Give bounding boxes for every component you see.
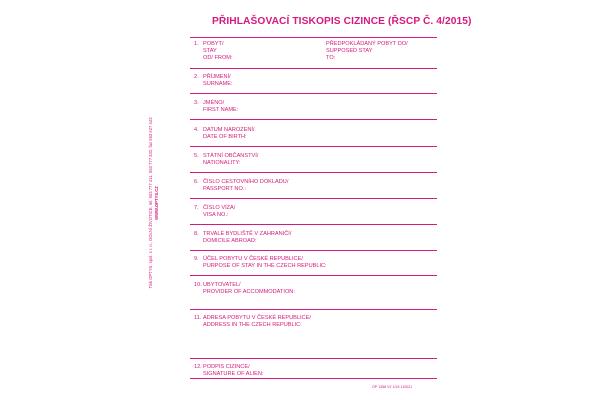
field-label-cz: JMÉNO/ (203, 100, 225, 106)
field-label-en: PURPOSE OF STAY IN THE CZECH REPUBLIC: (203, 263, 327, 269)
field-supposed-stay (326, 41, 408, 62)
printer-website: WWW.OPTYS.CZ (153, 186, 159, 220)
field-address-in-czech-republic (194, 315, 311, 329)
field-domicile-abroad (194, 231, 291, 245)
field-first-name (194, 100, 238, 114)
field-label-en: PASSPORT NO.: (203, 186, 246, 192)
field-label-to: TO: (326, 55, 336, 61)
field-label-cz: PODPIS CIZINCE/ (203, 364, 250, 370)
field-label-en: DATE OF BIRTH: (203, 134, 247, 140)
field-label-cz: ČÍSLO CESTOVNÍHO DOKLADU/ (203, 179, 289, 185)
field-label-cz: ADRESA POBYTU V ČESKÉ REPUBLICE/ (203, 315, 311, 321)
field-number: 6. (194, 179, 199, 185)
field-label-cz: ČÍSLO VÍZA/ (203, 205, 236, 211)
field-purpose-of-stay (194, 256, 327, 270)
field-label-en: VISA NO.: (203, 212, 229, 218)
field-label-cz: POBYT/ (203, 41, 224, 47)
field-label-cz: TRVALÉ BYDLIŠTĚ V ZAHRANIČÍ/ (203, 231, 292, 237)
field-rule (190, 309, 437, 310)
field-date-of-birth (194, 127, 254, 141)
field-label-en: SIGNATURE OF ALIEN: (203, 371, 264, 377)
field-number: 7. (194, 205, 199, 211)
field-label-cz: STÁTNÍ OBČANSTVÍ/ (203, 153, 259, 159)
field-rule (190, 146, 437, 147)
field-number: 10. (194, 282, 202, 288)
field-label-cz: DATUM NAROZENÍ/ (203, 127, 255, 133)
field-number: 9. (194, 256, 199, 262)
field-label-en: SUPPOSED STAY (326, 48, 373, 54)
form-title: PŘIHLAŠOVACÍ TISKOPIS CIZINCE (ŘSCP Č. 4/2015) (212, 16, 472, 27)
field-label-en: PROVIDER OF ACCOMMODATION: (203, 289, 295, 295)
field-label-en: ADDRESS IN THE CZECH REPUBLIC: (203, 322, 302, 328)
field-rule (190, 68, 437, 69)
field-rule (190, 93, 437, 94)
field-rule (190, 119, 437, 120)
field-label-en: STAY (203, 48, 217, 54)
field-label-en: NATIONALITY: (203, 160, 241, 166)
field-surname (194, 74, 233, 88)
field-number: 11. (194, 315, 202, 321)
field-rule (190, 275, 437, 276)
field-label-cz: UBYTOVATEL/ (203, 282, 241, 288)
field-number: 1. (194, 41, 199, 47)
form-code: OP 1358 V2 1/15 110021 (372, 385, 413, 389)
field-number: 5. (194, 153, 199, 159)
field-label-cz: PŘÍJMENÍ/ (203, 74, 231, 80)
field-nationality (194, 153, 258, 167)
field-rule (190, 224, 437, 225)
printer-imprint (148, 88, 159, 318)
field-number: 4. (194, 127, 199, 133)
field-visa-no (194, 205, 235, 219)
field-label-en: SURNAME: (203, 81, 233, 87)
field-provider-of-accommodation (194, 282, 295, 296)
field-number: 2. (194, 74, 199, 80)
field-label-cz: ÚČEL POBYTU V ČESKÉ REPUBLICE/ (203, 256, 303, 262)
title-rule (190, 37, 437, 38)
field-passport-no (194, 179, 288, 193)
field-stay (194, 41, 233, 62)
printer-imprint-text: Tisk OPTYS, spol. s r. o., DOLNÍ ŽIVOTICE, tel. 553 777 411, 553 777 332, fax 553 627 443 (148, 117, 153, 289)
field-rule (190, 358, 437, 359)
field-rule (190, 172, 437, 173)
field-number: 3. (194, 100, 199, 106)
field-rule (190, 250, 437, 251)
field-rule (190, 378, 437, 379)
field-number: 12. (194, 364, 202, 370)
field-label-en: FIRST NAME: (203, 107, 239, 113)
field-number: 8. (194, 231, 199, 237)
field-label-en: DOMICILE ABROAD: (203, 238, 257, 244)
field-label-cz: PŘEDPOKLÁDANÝ POBYT DO/ (326, 41, 408, 47)
field-rule (190, 198, 437, 199)
field-label-from: OD/ FROM: (203, 55, 233, 61)
field-signature-of-alien (194, 364, 264, 378)
